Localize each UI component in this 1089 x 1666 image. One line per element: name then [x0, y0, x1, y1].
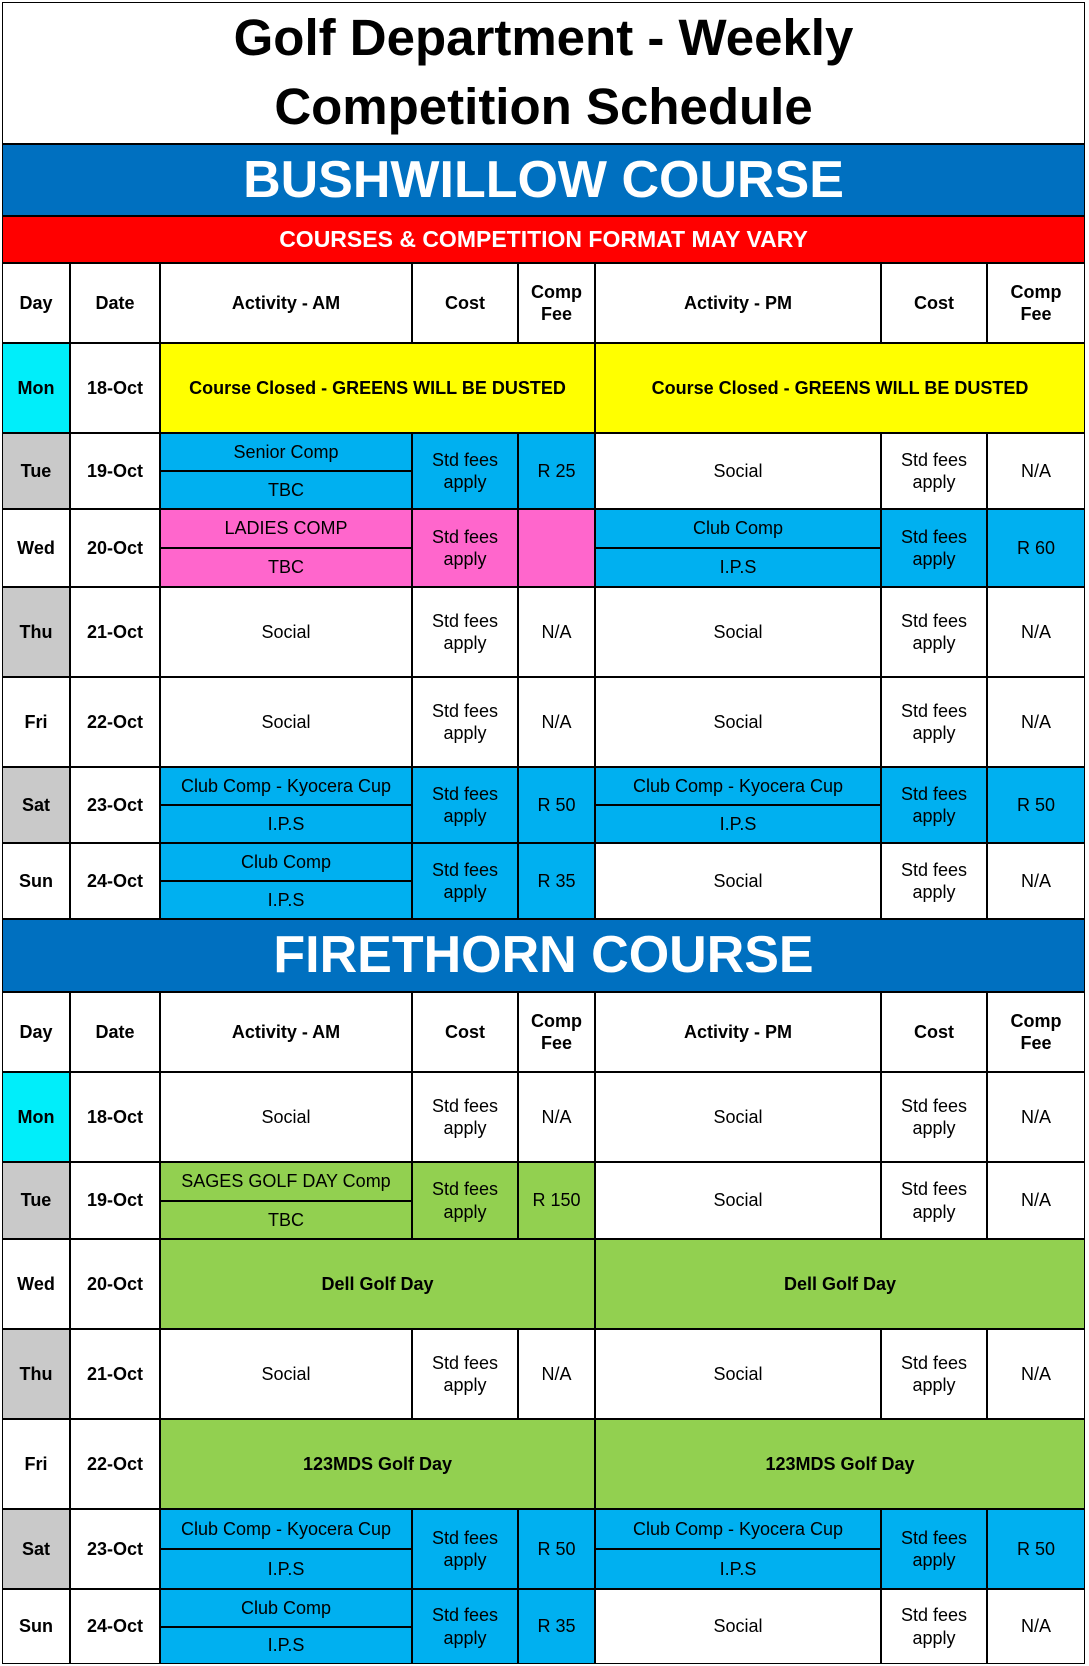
header-cost-pm: Cost	[881, 992, 987, 1072]
am-activity-cell: Club Comp	[160, 843, 412, 881]
day-cell: Sun	[2, 1589, 70, 1664]
date-cell: 24-Oct	[70, 843, 160, 919]
am-cost-cell: Std fees apply	[412, 1589, 518, 1664]
pm-activity-cell: Social	[595, 1162, 881, 1239]
am-activity-cell: Social	[160, 1329, 412, 1419]
pm-cost-cell: Std fees apply	[881, 1589, 987, 1664]
date-cell: 23-Oct	[70, 767, 160, 843]
am-comp-fee-cell: N/A	[518, 1329, 595, 1419]
header-comp-fee-am: Comp Fee	[518, 992, 595, 1072]
pm-comp-fee-cell: R 60	[987, 509, 1085, 587]
am-format-cell: I.P.S	[160, 1627, 412, 1664]
date-cell: 22-Oct	[70, 1419, 160, 1509]
pm-cost-cell: Std fees apply	[881, 1072, 987, 1162]
pm-comp-fee-cell: N/A	[987, 1072, 1085, 1162]
date-cell: 18-Oct	[70, 343, 160, 433]
header-day: Day	[2, 263, 70, 343]
date-cell: 22-Oct	[70, 677, 160, 767]
pm-format-cell: I.P.S	[595, 1549, 881, 1589]
pm-activity-cell: Club Comp - Kyocera Cup	[595, 767, 881, 805]
day-cell: Wed	[2, 1239, 70, 1329]
am-comp-fee-cell: R 25	[518, 433, 595, 509]
day-cell: Thu	[2, 1329, 70, 1419]
page-title: Golf Department - Weekly Competition Schedule	[2, 2, 1085, 144]
am-comp-fee-cell: N/A	[518, 587, 595, 677]
am-cost-cell: Std fees apply	[412, 1072, 518, 1162]
am-cost-cell: Std fees apply	[412, 1509, 518, 1589]
am-comp-fee-cell: N/A	[518, 677, 595, 767]
date-cell: 21-Oct	[70, 587, 160, 677]
golf-day-am-cell: Dell Golf Day	[160, 1239, 595, 1329]
am-comp-fee-cell: R 35	[518, 843, 595, 919]
pm-cost-cell: Std fees apply	[881, 1162, 987, 1239]
pm-cost-cell: Std fees apply	[881, 767, 987, 843]
closure-am-cell: Course Closed - GREENS WILL BE DUSTED	[160, 343, 595, 433]
golf-day-pm-cell: 123MDS Golf Day	[595, 1419, 1085, 1509]
header-day: Day	[2, 992, 70, 1072]
day-cell: Thu	[2, 587, 70, 677]
am-activity-cell: Club Comp - Kyocera Cup	[160, 767, 412, 805]
pm-activity-cell: Social	[595, 587, 881, 677]
date-cell: 20-Oct	[70, 1239, 160, 1329]
am-activity-cell: Social	[160, 677, 412, 767]
am-format-cell: TBC	[160, 1201, 412, 1239]
pm-comp-fee-cell: R 50	[987, 1509, 1085, 1589]
am-activity-cell: SAGES GOLF DAY Comp	[160, 1162, 412, 1201]
closure-pm-cell: Course Closed - GREENS WILL BE DUSTED	[595, 343, 1085, 433]
pm-activity-cell: Social	[595, 1329, 881, 1419]
am-comp-fee-cell: R 150	[518, 1162, 595, 1239]
am-activity-cell: Social	[160, 587, 412, 677]
am-format-cell: TBC	[160, 548, 412, 587]
am-format-cell: I.P.S	[160, 1549, 412, 1589]
pm-format-cell: I.P.S	[595, 548, 881, 587]
date-cell: 23-Oct	[70, 1509, 160, 1589]
day-cell: Sat	[2, 1509, 70, 1589]
am-cost-cell: Std fees apply	[412, 587, 518, 677]
pm-cost-cell: Std fees apply	[881, 843, 987, 919]
header-cost-am: Cost	[412, 263, 518, 343]
pm-comp-fee-cell: N/A	[987, 1162, 1085, 1239]
day-cell: Tue	[2, 1162, 70, 1239]
am-activity-cell: Club Comp	[160, 1589, 412, 1627]
pm-comp-fee-cell: R 50	[987, 767, 1085, 843]
pm-comp-fee-cell: N/A	[987, 1329, 1085, 1419]
pm-cost-cell: Std fees apply	[881, 587, 987, 677]
pm-activity-cell: Club Comp - Kyocera Cup	[595, 1509, 881, 1549]
pm-comp-fee-cell: N/A	[987, 587, 1085, 677]
day-cell: Mon	[2, 343, 70, 433]
header-date: Date	[70, 263, 160, 343]
pm-activity-cell: Social	[595, 843, 881, 919]
date-cell: 19-Oct	[70, 1162, 160, 1239]
am-activity-cell: Club Comp - Kyocera Cup	[160, 1509, 412, 1549]
pm-activity-cell: Social	[595, 433, 881, 509]
am-cost-cell: Std fees apply	[412, 767, 518, 843]
am-comp-fee-cell: R 35	[518, 1589, 595, 1664]
pm-cost-cell: Std fees apply	[881, 1509, 987, 1589]
day-cell: Mon	[2, 1072, 70, 1162]
am-cost-cell: Std fees apply	[412, 843, 518, 919]
am-comp-fee-cell: R 50	[518, 767, 595, 843]
day-cell: Sun	[2, 843, 70, 919]
am-activity-cell: LADIES COMP	[160, 509, 412, 548]
date-cell: 19-Oct	[70, 433, 160, 509]
am-cost-cell: Std fees apply	[412, 1162, 518, 1239]
am-comp-fee-cell	[518, 509, 595, 587]
pm-comp-fee-cell: N/A	[987, 677, 1085, 767]
pm-format-cell: I.P.S	[595, 805, 881, 843]
header-cost-am: Cost	[412, 992, 518, 1072]
firethorn-course-banner: FIRETHORN COURSE	[2, 919, 1085, 992]
date-cell: 18-Oct	[70, 1072, 160, 1162]
pm-activity-cell: Social	[595, 1072, 881, 1162]
am-cost-cell: Std fees apply	[412, 1329, 518, 1419]
golf-day-am-cell: 123MDS Golf Day	[160, 1419, 595, 1509]
pm-activity-cell: Social	[595, 1589, 881, 1664]
date-cell: 24-Oct	[70, 1589, 160, 1664]
header-comp-fee-am: Comp Fee	[518, 263, 595, 343]
am-format-cell: TBC	[160, 471, 412, 509]
day-cell: Tue	[2, 433, 70, 509]
pm-activity-cell: Club Comp	[595, 509, 881, 548]
am-cost-cell: Std fees apply	[412, 433, 518, 509]
header-activity-am: Activity - AM	[160, 992, 412, 1072]
header-cost-pm: Cost	[881, 263, 987, 343]
pm-cost-cell: Std fees apply	[881, 509, 987, 587]
date-cell: 21-Oct	[70, 1329, 160, 1419]
am-format-cell: I.P.S	[160, 881, 412, 919]
header-activity-am: Activity - AM	[160, 263, 412, 343]
header-activity-pm: Activity - PM	[595, 263, 881, 343]
pm-activity-cell: Social	[595, 677, 881, 767]
golf-day-pm-cell: Dell Golf Day	[595, 1239, 1085, 1329]
am-comp-fee-cell: R 50	[518, 1509, 595, 1589]
header-comp-fee-pm: Comp Fee	[987, 992, 1085, 1072]
am-activity-cell: Senior Comp	[160, 433, 412, 471]
header-date: Date	[70, 992, 160, 1072]
bushwillow-course-banner: BUSHWILLOW COURSE	[2, 144, 1085, 216]
day-cell: Sat	[2, 767, 70, 843]
pm-comp-fee-cell: N/A	[987, 1589, 1085, 1664]
day-cell: Wed	[2, 509, 70, 587]
pm-cost-cell: Std fees apply	[881, 1329, 987, 1419]
pm-cost-cell: Std fees apply	[881, 433, 987, 509]
pm-comp-fee-cell: N/A	[987, 433, 1085, 509]
header-activity-pm: Activity - PM	[595, 992, 881, 1072]
format-notice-banner: COURSES & COMPETITION FORMAT MAY VARY	[2, 216, 1085, 263]
day-cell: Fri	[2, 1419, 70, 1509]
day-cell: Fri	[2, 677, 70, 767]
date-cell: 20-Oct	[70, 509, 160, 587]
am-format-cell: I.P.S	[160, 805, 412, 843]
pm-cost-cell: Std fees apply	[881, 677, 987, 767]
am-cost-cell: Std fees apply	[412, 677, 518, 767]
pm-comp-fee-cell: N/A	[987, 843, 1085, 919]
header-comp-fee-pm: Comp Fee	[987, 263, 1085, 343]
am-cost-cell: Std fees apply	[412, 509, 518, 587]
am-activity-cell: Social	[160, 1072, 412, 1162]
am-comp-fee-cell: N/A	[518, 1072, 595, 1162]
